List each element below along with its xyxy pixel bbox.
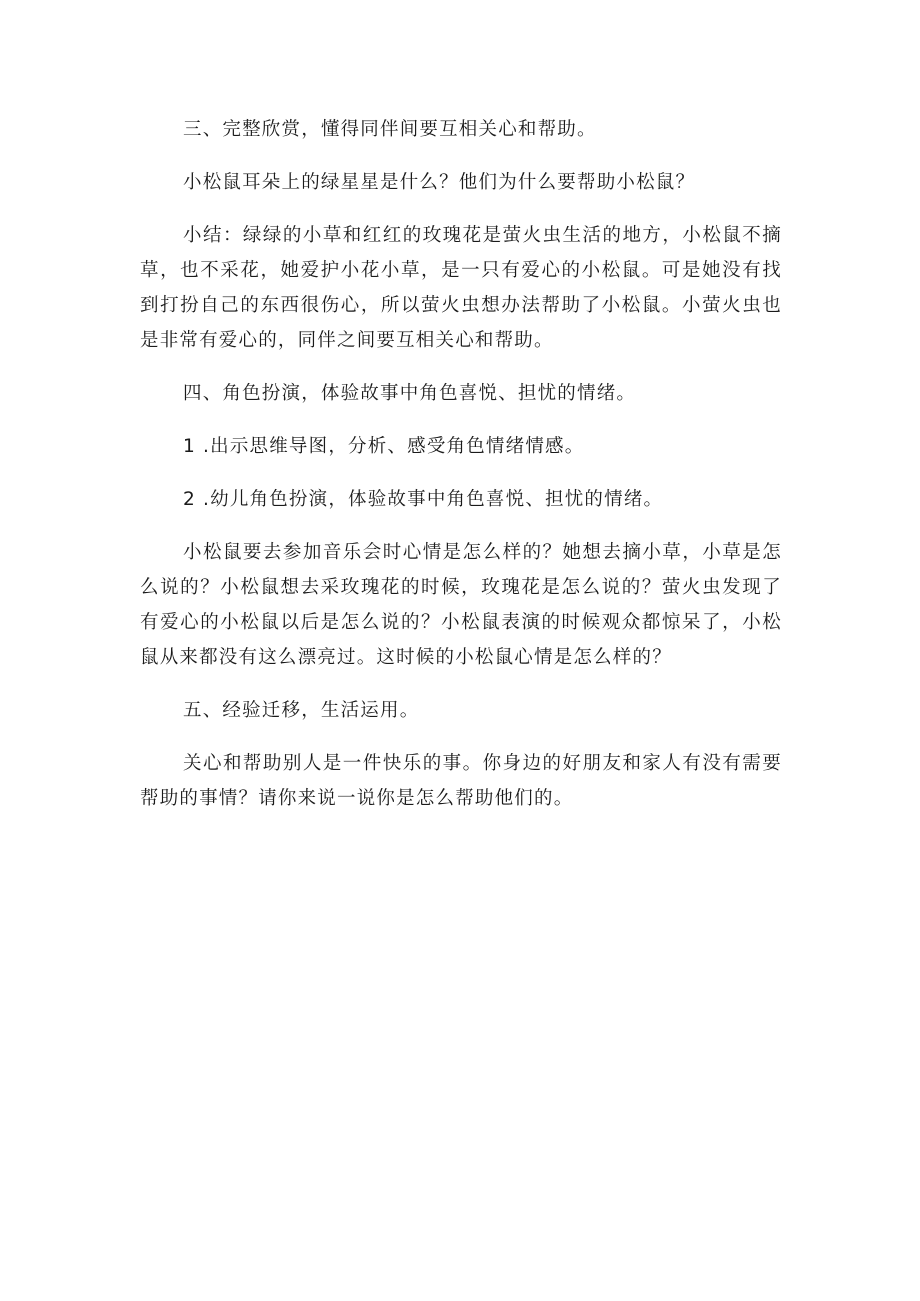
summary-paragraph: 小结：绿绿的小草和红红的玫瑰花是萤火虫生活的地方，小松鼠不摘草，也不采花，她爱护小花小草，是一只有爱心的小松鼠。可是她没有找到打扮自己的东西很伤心，所以萤火虫想办法帮助了小松鼠。小萤火虫也是非常有爱心的，同伴之间要互相关心和帮助。	[140, 225, 782, 351]
questions-paragraph: 小松鼠要去参加音乐会时心情是怎么样的？她想去摘小草，小草是怎么说的？小松鼠想去采玫瑰花的时候，玫瑰花是怎么说的？萤火虫发现了有爱心的小松鼠以后是怎么说的？小松鼠表演的时候观众都惊呆了，小松鼠从来都没有这么漂亮过。这时候的小松鼠心情是怎么样的？	[140, 542, 782, 668]
section-heading-5: 五、经验迁移，生活运用。	[183, 700, 420, 721]
closing-paragraph: 关心和帮助别人是一件快乐的事。你身边的好朋友和家人有没有需要帮助的事情？请你来说一说你是怎么帮助他们的。	[140, 753, 782, 809]
document-page	[140, 112, 782, 834]
section-heading-4: 四、角色扮演，体验故事中角色喜悦、担忧的情绪。	[183, 383, 637, 404]
list-item-2: 2 .幼儿角色扮演，体验故事中角色喜悦、担忧的情绪。	[183, 489, 664, 510]
section-heading-3: 三、完整欣赏，懂得同伴间要互相关心和帮助。	[183, 119, 597, 140]
list-item-1: 1 .出示思维导图，分析、感受角色情绪情感。	[183, 436, 585, 457]
question-paragraph: 小松鼠耳朵上的绿星星是什么？他们为什么要帮助小松鼠？	[183, 172, 696, 193]
